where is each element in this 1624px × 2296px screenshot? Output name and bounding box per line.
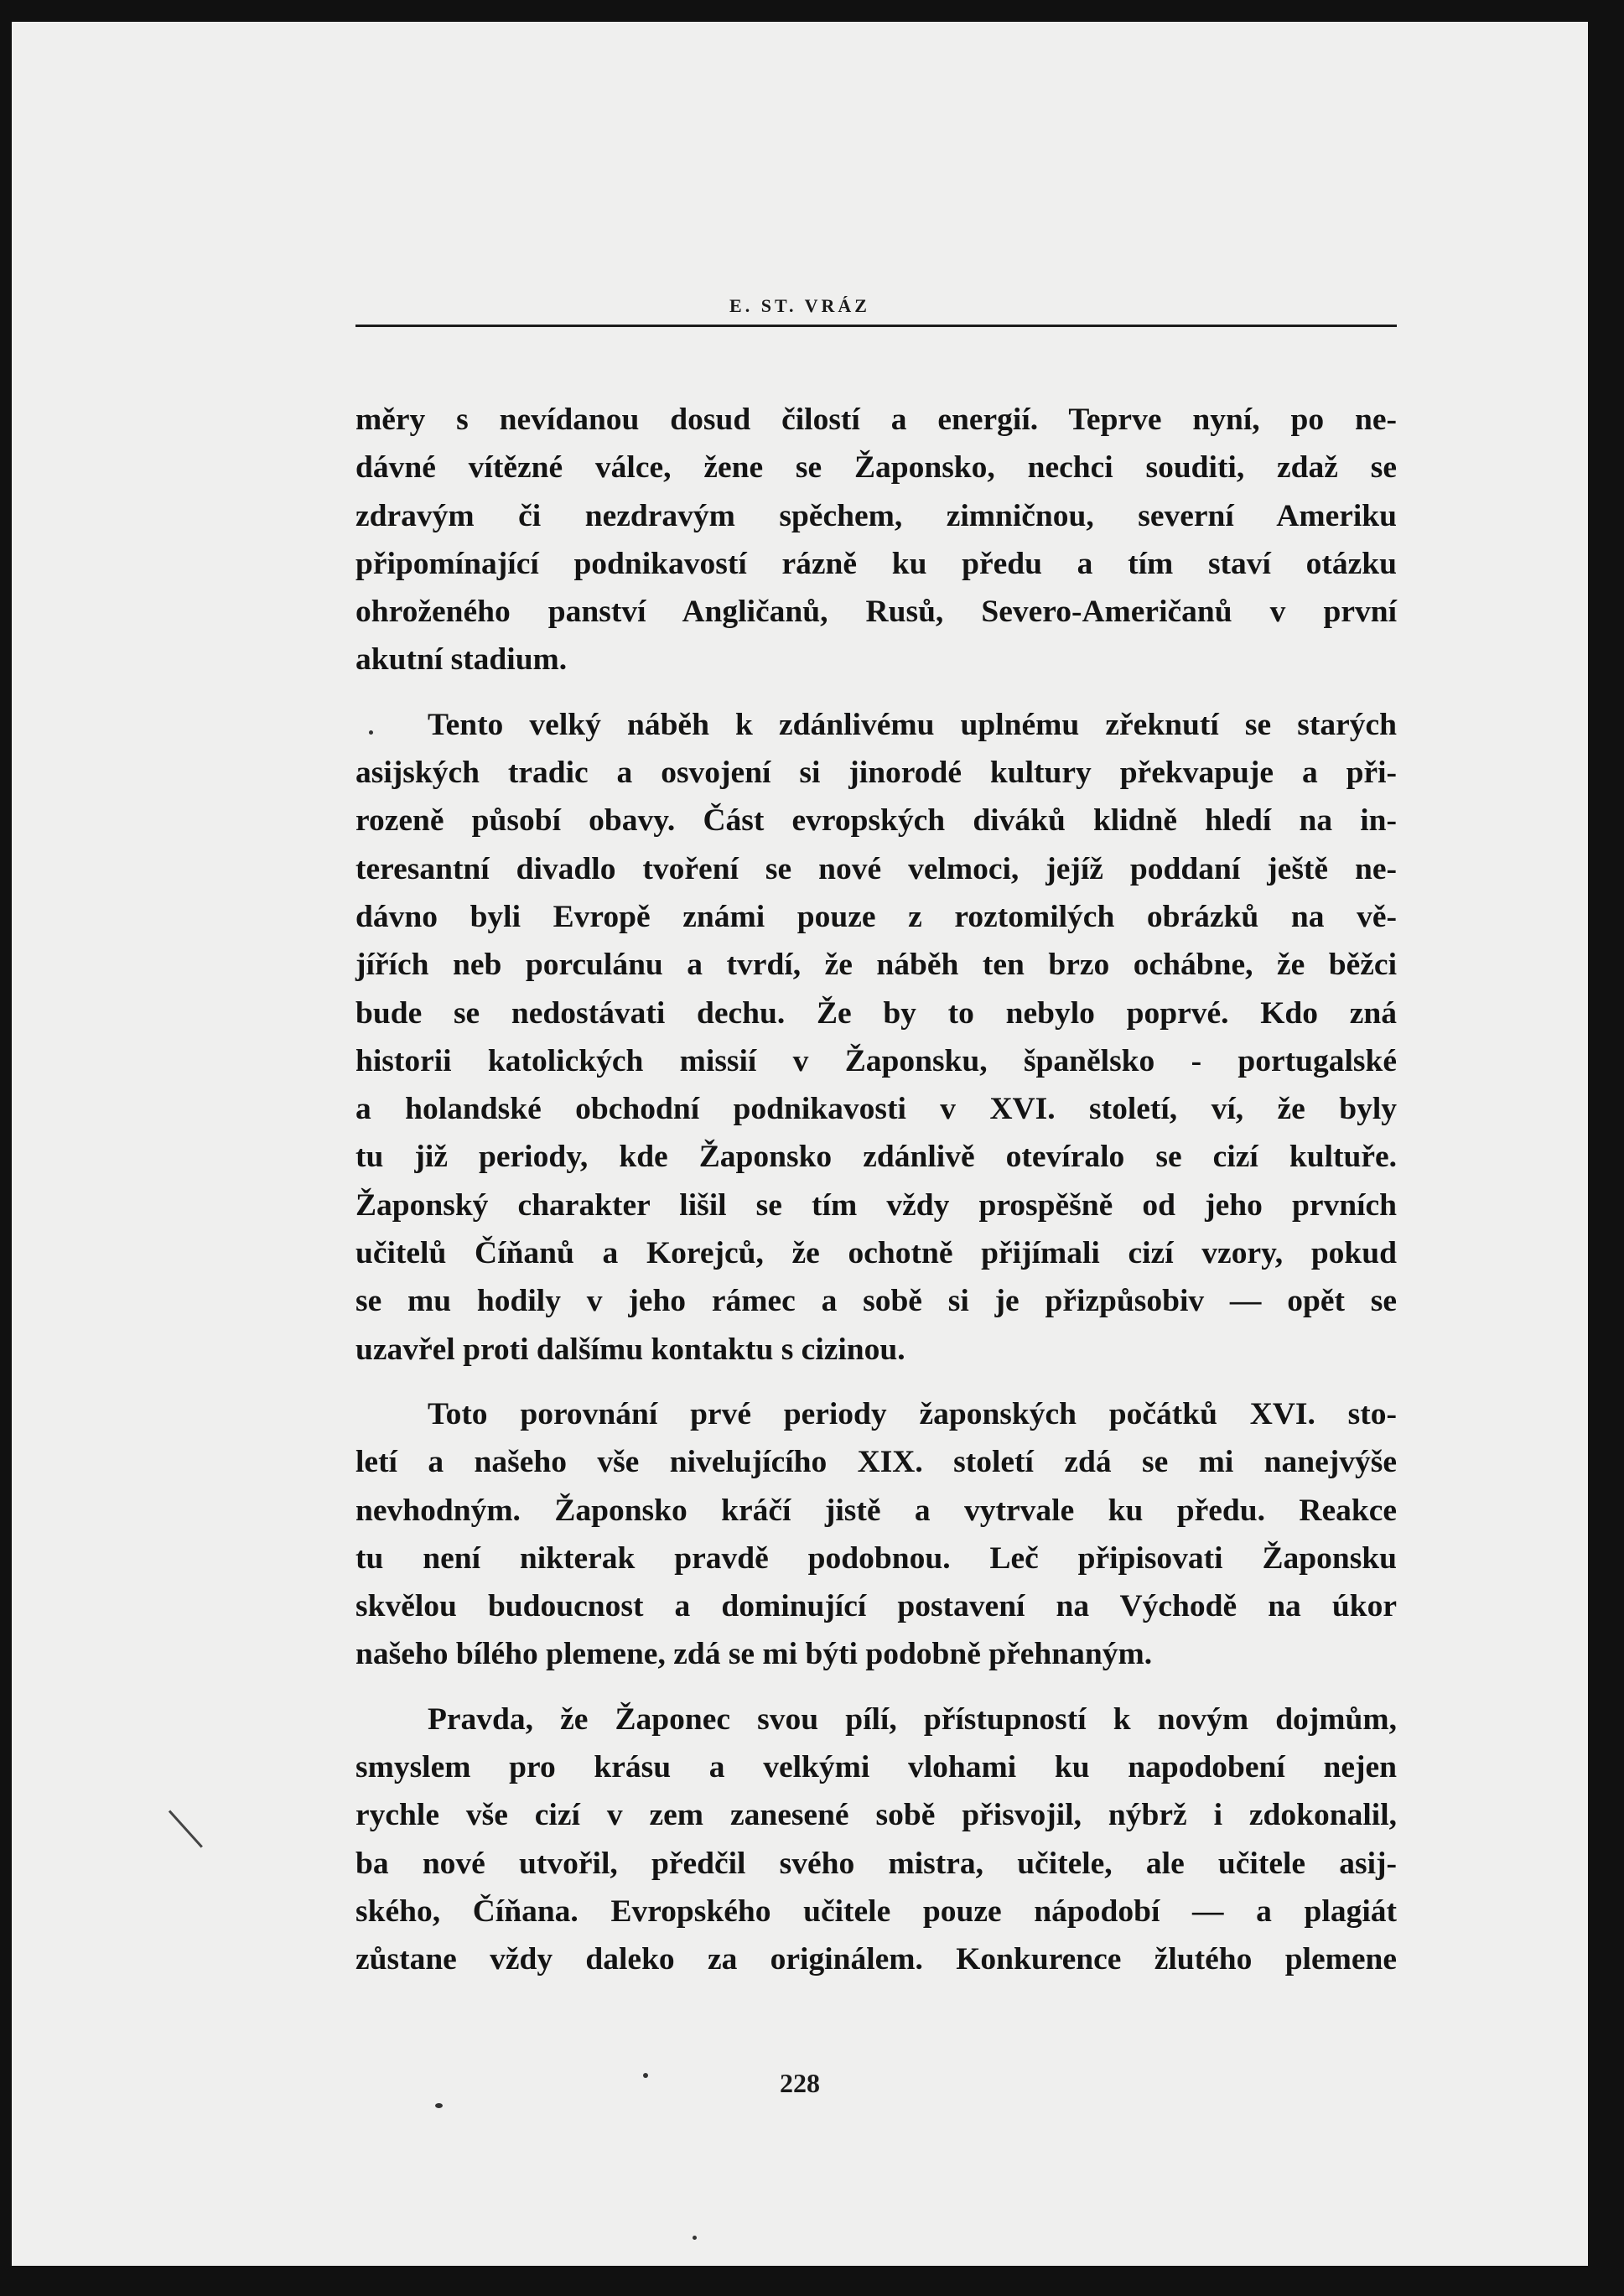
scan-speck bbox=[435, 2103, 443, 2108]
paragraph-4 bbox=[355, 1696, 1397, 1984]
running-header: E. ST. VRÁZ bbox=[729, 295, 870, 316]
scan-speck bbox=[643, 2073, 648, 2078]
text-line: ba nové utvořil, předčil svého mistra, učitele, ale učitele asij- bbox=[355, 1846, 1397, 1881]
text-line: ského, Číňana. Evropského učitele pouze nápodobí — a plagiát bbox=[355, 1893, 1397, 1929]
text-line: Tento velký náběh k zdánlivému uplnému zřeknutí se starých bbox=[428, 707, 1397, 742]
text-line: uzavřel proti dalšímu kontaktu s cizinou. bbox=[355, 1332, 905, 1367]
text-line: zdravým či nezdravým spěchem, zimničnou, severní Ameriku bbox=[355, 498, 1397, 533]
text-line: rozeně působí obavy. Část evropských diváků klidně hledí na in- bbox=[355, 803, 1397, 839]
paragraph-2 bbox=[355, 701, 1397, 1374]
text-line: našeho bílého plemene, zdá se mi býti podobně přehnaným. bbox=[355, 1637, 1153, 1672]
text-line: letí a našeho vše nivelujícího XIX. století zdá se mi nanejvýše bbox=[355, 1445, 1397, 1480]
header-rule bbox=[355, 325, 1397, 327]
paragraph-1 bbox=[355, 396, 1397, 684]
text-line: rychle vše cizí v zem zanesené sobě přisvojil, nýbrž i zdokonalil, bbox=[355, 1798, 1397, 1833]
text-line: dávné vítězné válce, žene se Žaponsko, nechci souditi, zdaž se bbox=[355, 450, 1397, 486]
text-line: Pravda, že Žaponec svou pílí, přístupností k novým dojmům, bbox=[428, 1701, 1397, 1737]
scan-speck bbox=[693, 2236, 697, 2240]
text-line: smyslem pro krásu a velkými vlohami ku napodobení nejen bbox=[355, 1750, 1397, 1785]
document-page bbox=[12, 22, 1588, 2266]
text-line: akutní stadium. bbox=[355, 642, 568, 678]
text-line: asijských tradic a osvojení si jinorodé kultury překvapuje a při- bbox=[355, 756, 1397, 791]
text-line: Žaponský charakter lišil se tím vždy prospěšně od jeho prvních bbox=[355, 1187, 1397, 1223]
text-line: skvělou budoucnost a dominující postavení na Východě na úkor bbox=[355, 1589, 1397, 1624]
paragraph-3 bbox=[355, 1390, 1397, 1679]
text-line: bude se nedostávati dechu. Že by to nebylo poprvé. Kdo zná bbox=[355, 995, 1397, 1031]
text-line: tu není nikterak pravdě podobnou. Leč připisovati Žaponsku bbox=[355, 1540, 1397, 1576]
text-line: a holandské obchodní podnikavosti v XVI. století, ví, že byly bbox=[355, 1092, 1397, 1127]
text-line: historii katolických missií v Žaponsku, španělsko - portugalské bbox=[355, 1043, 1397, 1078]
body-text bbox=[355, 396, 1397, 2001]
page-number: 228 bbox=[780, 2068, 820, 2098]
text-line: zůstane vždy daleko za originálem. Konkurence žlutého plemene bbox=[355, 1942, 1397, 1977]
text-line: připomínající podnikavostí rázně ku předu a tím staví otázku bbox=[355, 546, 1397, 581]
text-line: se mu hodily v jeho rámec a sobě si je přizpůsobiv — opět se bbox=[355, 1284, 1397, 1319]
text-line: Toto porovnání prvé periody žaponských počátků XVI. sto- bbox=[428, 1396, 1397, 1431]
text-line: měry s nevídanou dosud čilostí a energií. Teprve nyní, po ne- bbox=[355, 403, 1397, 437]
text-line: jířích neb porculánu a tvrdí, že náběh ten brzo ochábne, že běžci bbox=[355, 948, 1397, 983]
text-line: tu již periody, kde Žaponsko zdánlivě otevíralo se cizí kultuře. bbox=[355, 1140, 1397, 1175]
text-line: dávno byli Evropě známi pouze z roztomilých obrázků na vě- bbox=[355, 899, 1397, 934]
scan-stroke bbox=[169, 1810, 203, 1847]
text-line: ohroženého panství Angličanů, Rusů, Severo-Američanů v první bbox=[355, 595, 1397, 630]
text-line: teresantní divadlo tvoření se nové velmoci, jejíž poddaní ještě ne- bbox=[355, 851, 1397, 886]
text-line: nevhodným. Žaponsko kráčí jistě a vytrvale ku předu. Reakce bbox=[355, 1493, 1397, 1528]
scan-speck bbox=[369, 730, 373, 735]
text-line: učitelů Číňanů a Korejců, že ochotně přijímali cizí vzory, pokud bbox=[355, 1236, 1397, 1271]
